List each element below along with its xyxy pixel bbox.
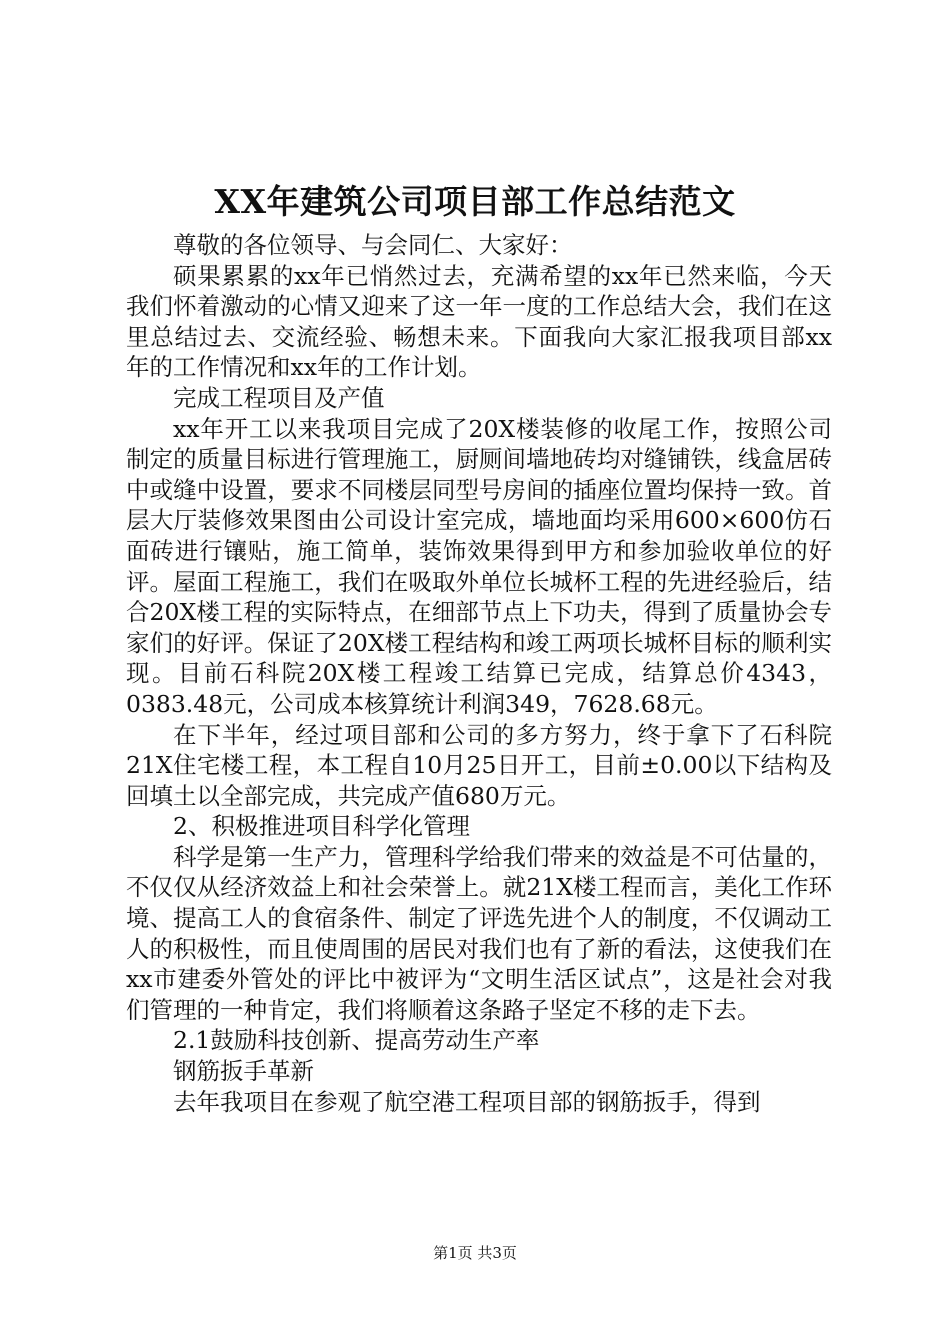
- second-half-paragraph: 在下半年，经过项目部和公司的多方努力，终于拿下了石科院21X住宅楼工程，本工程自10月25日开工，目前±0.00以下结构及回填土以全部完成，共完成产值680万元。: [126, 720, 832, 810]
- document-title: XX年建筑公司项目部工作总结范文: [214, 182, 736, 221]
- greeting-paragraph: 尊敬的各位领导、与会同仁、大家好：: [173, 231, 573, 259]
- document-body: [126, 230, 832, 1117]
- section-heading-projects: 完成工程项目及产值: [173, 383, 385, 412]
- management-paragraph: 科学是第一生产力，管理科学给我们带来的效益是不可估量的，不仅仅从经济效益上和社会荣誉上。就21X楼工程而言，美化工作环境、提高工人的食宿条件、制定了评选先进个人的制度，不仅调动工人的积极性，而且使周围的居民对我们也有了新的看法，这使我们在xx市建委外管处的评比中被评为“文明生活区试点”，这是社会对我们管理的一种肯定，我们将顺着这条路子坚定不移的走下去。: [126, 842, 832, 1024]
- subsection-heading-innovation: 2.1鼓励科技创新、提高劳动生产率: [173, 1026, 540, 1055]
- intro-paragraph: 硕果累累的xx年已悄然过去，充满希望的xx年已然来临，今天我们怀着激动的心情又迎来了这一年一度的工作总结大会，我们在这里总结过去、交流经验、畅想未来。下面我向大家汇报我项目部xx年的工作情况和xx年的工作计划。: [126, 261, 832, 382]
- subsection-heading-wrench: 钢筋扳手革新: [173, 1057, 314, 1086]
- projects-paragraph: xx年开工以来我项目完成了20X楼装修的收尾工作，按照公司制定的质量目标进行管理施工，厨厕间墙地砖均对缝铺铁，线盒居砖中或缝中设置，要求不同楼层同型号房间的插座位置均保持一致。首层大厅装修效果图由公司设计室完成，墙地面均采用600×600仿石面砖进行镶贴，施工简单，装饰效果得到甲方和参加验收单位的好评。屋面工程施工，我们在吸取外单位长城杯工程的先进经验后，结合20X楼工程的实际特点，在细部节点上下功夫，得到了质量协会专家们的好评。保证了20X楼工程结构和竣工两项长城杯目标的顺利实现。目前石科院20X楼工程竣工结算已完成，结算总价4343，0383.48元，公司成本核算统计利润349，7628.68元。: [126, 414, 832, 718]
- page-number-footer: 第1页 共3页: [433, 1244, 517, 1262]
- wrench-paragraph: 去年我项目在参观了航空港工程项目部的钢筋扳手，得到: [173, 1087, 761, 1116]
- section-heading-management: 2、积极推进项目科学化管理: [173, 812, 470, 841]
